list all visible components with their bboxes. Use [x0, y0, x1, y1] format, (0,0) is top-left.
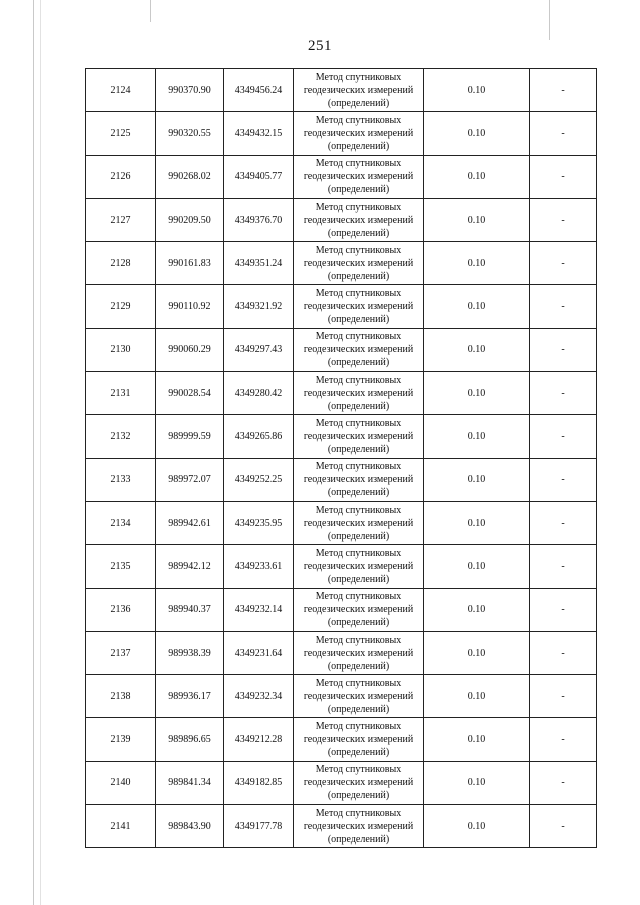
method-cell: Метод спутниковых геодезических измерений (определений) [294, 718, 424, 761]
accuracy-cell: 0.10 [424, 415, 530, 458]
table-row [86, 805, 597, 848]
note-cell: - [530, 675, 597, 718]
table-row [86, 69, 597, 112]
method-cell: Метод спутниковых геодезических измерений (определений) [294, 588, 424, 631]
y-coordinate-cell: 4349456.24 [224, 69, 294, 112]
method-cell: Метод спутниковых геодезических измерений (определений) [294, 198, 424, 241]
table-row [86, 285, 597, 328]
note-cell: - [530, 545, 597, 588]
note-cell: - [530, 372, 597, 415]
accuracy-cell: 0.10 [424, 69, 530, 112]
x-coordinate-cell: 990209.50 [156, 198, 224, 241]
table-row [86, 718, 597, 761]
x-coordinate-cell: 990060.29 [156, 328, 224, 371]
note-cell: - [530, 112, 597, 155]
point-id-cell: 2128 [86, 242, 156, 285]
table-row [86, 631, 597, 674]
y-coordinate-cell: 4349252.25 [224, 458, 294, 501]
point-id-cell: 2127 [86, 198, 156, 241]
x-coordinate-cell: 990268.02 [156, 155, 224, 198]
table-row [86, 588, 597, 631]
accuracy-cell: 0.10 [424, 805, 530, 848]
y-coordinate-cell: 4349235.95 [224, 501, 294, 544]
note-cell: - [530, 155, 597, 198]
x-coordinate-cell: 989942.61 [156, 501, 224, 544]
x-coordinate-cell: 990028.54 [156, 372, 224, 415]
y-coordinate-cell: 4349351.24 [224, 242, 294, 285]
scan-artifact-line [150, 0, 151, 22]
method-cell: Метод спутниковых геодезических измерений (определений) [294, 372, 424, 415]
note-cell: - [530, 69, 597, 112]
method-cell: Метод спутниковых геодезических измерений (определений) [294, 458, 424, 501]
method-cell: Метод спутниковых геодезических измерений (определений) [294, 545, 424, 588]
coordinates-table-body [86, 69, 597, 848]
y-coordinate-cell: 4349177.78 [224, 805, 294, 848]
point-id-cell: 2137 [86, 631, 156, 674]
accuracy-cell: 0.10 [424, 198, 530, 241]
table-row [86, 501, 597, 544]
point-id-cell: 2140 [86, 761, 156, 804]
x-coordinate-cell: 990161.83 [156, 242, 224, 285]
y-coordinate-cell: 4349376.70 [224, 198, 294, 241]
y-coordinate-cell: 4349232.14 [224, 588, 294, 631]
note-cell: - [530, 805, 597, 848]
accuracy-cell: 0.10 [424, 761, 530, 804]
note-cell: - [530, 285, 597, 328]
table-row [86, 112, 597, 155]
note-cell: - [530, 718, 597, 761]
accuracy-cell: 0.10 [424, 155, 530, 198]
table-row [86, 761, 597, 804]
point-id-cell: 2141 [86, 805, 156, 848]
method-cell: Метод спутниковых геодезических измерений (определений) [294, 631, 424, 674]
accuracy-cell: 0.10 [424, 328, 530, 371]
table-row [86, 458, 597, 501]
y-coordinate-cell: 4349280.42 [224, 372, 294, 415]
method-cell: Метод спутниковых геодезических измерений (определений) [294, 242, 424, 285]
accuracy-cell: 0.10 [424, 372, 530, 415]
accuracy-cell: 0.10 [424, 631, 530, 674]
scan-artifact-line [40, 0, 41, 905]
note-cell: - [530, 415, 597, 458]
table-row [86, 328, 597, 371]
note-cell: - [530, 501, 597, 544]
accuracy-cell: 0.10 [424, 675, 530, 718]
x-coordinate-cell: 989938.39 [156, 631, 224, 674]
point-id-cell: 2133 [86, 458, 156, 501]
table-row [86, 545, 597, 588]
point-id-cell: 2139 [86, 718, 156, 761]
table-row [86, 198, 597, 241]
point-id-cell: 2135 [86, 545, 156, 588]
y-coordinate-cell: 4349182.85 [224, 761, 294, 804]
accuracy-cell: 0.10 [424, 718, 530, 761]
x-coordinate-cell: 989841.34 [156, 761, 224, 804]
accuracy-cell: 0.10 [424, 242, 530, 285]
x-coordinate-cell: 989896.65 [156, 718, 224, 761]
table-row [86, 675, 597, 718]
y-coordinate-cell: 4349297.43 [224, 328, 294, 371]
coordinates-table [85, 68, 597, 848]
accuracy-cell: 0.10 [424, 588, 530, 631]
point-id-cell: 2136 [86, 588, 156, 631]
method-cell: Метод спутниковых геодезических измерений (определений) [294, 328, 424, 371]
scan-artifact-line [549, 0, 550, 40]
y-coordinate-cell: 4349233.61 [224, 545, 294, 588]
method-cell: Метод спутниковых геодезических измерений (определений) [294, 112, 424, 155]
method-cell: Метод спутниковых геодезических измерений (определений) [294, 69, 424, 112]
point-id-cell: 2125 [86, 112, 156, 155]
y-coordinate-cell: 4349432.15 [224, 112, 294, 155]
method-cell: Метод спутниковых геодезических измерений (определений) [294, 805, 424, 848]
method-cell: Метод спутниковых геодезических измерений (определений) [294, 675, 424, 718]
table-row [86, 242, 597, 285]
note-cell: - [530, 198, 597, 241]
table-row [86, 415, 597, 458]
x-coordinate-cell: 990320.55 [156, 112, 224, 155]
x-coordinate-cell: 989942.12 [156, 545, 224, 588]
x-coordinate-cell: 989999.59 [156, 415, 224, 458]
x-coordinate-cell: 989972.07 [156, 458, 224, 501]
y-coordinate-cell: 4349405.77 [224, 155, 294, 198]
point-id-cell: 2130 [86, 328, 156, 371]
table-row [86, 155, 597, 198]
method-cell: Метод спутниковых геодезических измерений (определений) [294, 761, 424, 804]
point-id-cell: 2131 [86, 372, 156, 415]
point-id-cell: 2138 [86, 675, 156, 718]
point-id-cell: 2124 [86, 69, 156, 112]
y-coordinate-cell: 4349265.86 [224, 415, 294, 458]
note-cell: - [530, 631, 597, 674]
note-cell: - [530, 328, 597, 371]
method-cell: Метод спутниковых геодезических измерений (определений) [294, 501, 424, 544]
x-coordinate-cell: 989940.37 [156, 588, 224, 631]
method-cell: Метод спутниковых геодезических измерений (определений) [294, 285, 424, 328]
y-coordinate-cell: 4349231.64 [224, 631, 294, 674]
x-coordinate-cell: 989936.17 [156, 675, 224, 718]
accuracy-cell: 0.10 [424, 458, 530, 501]
note-cell: - [530, 761, 597, 804]
x-coordinate-cell: 990110.92 [156, 285, 224, 328]
method-cell: Метод спутниковых геодезических измерений (определений) [294, 415, 424, 458]
note-cell: - [530, 588, 597, 631]
accuracy-cell: 0.10 [424, 501, 530, 544]
accuracy-cell: 0.10 [424, 285, 530, 328]
point-id-cell: 2134 [86, 501, 156, 544]
point-id-cell: 2129 [86, 285, 156, 328]
page-number: 251 [308, 38, 332, 54]
method-cell: Метод спутниковых геодезических измерений (определений) [294, 155, 424, 198]
y-coordinate-cell: 4349212.28 [224, 718, 294, 761]
note-cell: - [530, 458, 597, 501]
table-row [86, 372, 597, 415]
point-id-cell: 2126 [86, 155, 156, 198]
scan-artifact-line [33, 0, 34, 905]
accuracy-cell: 0.10 [424, 112, 530, 155]
x-coordinate-cell: 989843.90 [156, 805, 224, 848]
x-coordinate-cell: 990370.90 [156, 69, 224, 112]
note-cell: - [530, 242, 597, 285]
y-coordinate-cell: 4349321.92 [224, 285, 294, 328]
accuracy-cell: 0.10 [424, 545, 530, 588]
y-coordinate-cell: 4349232.34 [224, 675, 294, 718]
point-id-cell: 2132 [86, 415, 156, 458]
